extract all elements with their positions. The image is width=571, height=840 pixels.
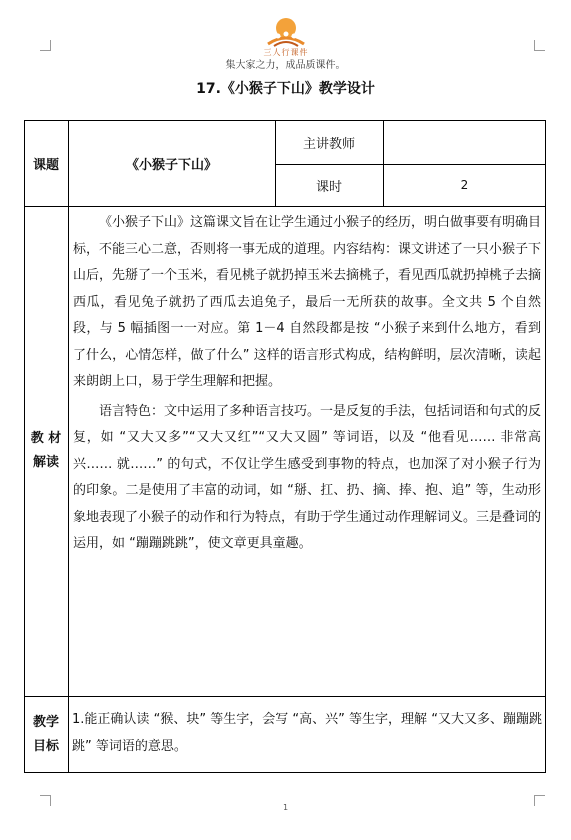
textbook-analysis-content	[73, 210, 541, 558]
class-hours-label: 课时	[315, 179, 342, 195]
corner-mark-top-left	[40, 40, 51, 51]
corner-mark-bottom-left	[40, 795, 51, 806]
class-hours-value: 2	[460, 178, 469, 192]
textbook-analysis-label-line2: 解读	[32, 455, 59, 470]
logo-text: 三人行课件	[263, 48, 309, 57]
table-rule-header-bottom	[24, 206, 546, 207]
teaching-goals-label-line1: 教学	[32, 714, 59, 730]
teaching-goals-label	[24, 696, 68, 773]
subject-label: 课题	[32, 157, 59, 173]
teaching-goals-label-line2: 目标	[32, 738, 59, 754]
table-rule-analysis-bottom	[24, 696, 546, 697]
document-title: 17.《小猴子下山》教学设计	[196, 81, 375, 97]
analysis-paragraph-structure: 《小猴子下山》这篇课文旨在让学生通过小猴子的经历，明白做事要有明确目标，不能三心二意，否则将一事无成的道理。内容结构：课文讲述了一只小猴子下山后，先掰了一个玉米，看见桃子就扔掉玉米去摘桃子，看见西瓜就扔掉桃子去摘西瓜，看见兔子就扔了西瓜去追兔子，最后一无所获的故事。全文共 5 个自然段，与 5 幅插图一一对应。第 1－4 自然段都是按 “小猴子来到什么地方，看到了什么，心情怎样，做了什么” 这样的语言形式构成，结构鲜明，层次清晰，读起来朗朗上口，易于学生理解和把握。	[73, 215, 542, 389]
table-rule-label-column	[68, 120, 69, 773]
corner-mark-top-right	[534, 40, 545, 51]
table-border-right	[545, 120, 546, 773]
teaching-goals-content: 1.能正确认读 “猴、块” 等生字，会写 “高、兴” 等生字，理解 “又大又多、蹦蹦跳跳” 等词语的意思。	[72, 712, 542, 754]
page-number: 1	[282, 803, 289, 812]
analysis-paragraph-language: 语言特色：文中运用了多种语言技巧。一是反复的手法，包括词语和句式的反复，如 “又大又多”“又大又红”“又大又圆” 等词语，以及 “他看见…… 非常高兴…… 就……” 的句式，不仅让学生感受到事物的特点，也加深了对小猴子行为的印象。二是使用了丰富的动词，如 “掰、扛、扔、摘、捧、抱、追” 等，生动形象地表现了小猴子的动作和行为特点，有助于学生通过动作理解词义。三是叠词的运用，如 “蹦蹦跳跳”，使文章更具童趣。	[73, 403, 542, 551]
teacher-label: 主讲教师	[302, 136, 355, 152]
lesson-plan-table	[24, 120, 546, 773]
textbook-analysis-label-line1: 教 材	[30, 431, 62, 446]
textbook-analysis-label	[24, 206, 68, 696]
table-border-bottom	[24, 772, 546, 773]
teacher-value	[383, 120, 546, 164]
corner-mark-bottom-right	[534, 795, 545, 806]
subject-value: 《小猴子下山》	[125, 157, 217, 173]
tagline: 集大家之力，成品质课件。	[225, 60, 346, 71]
